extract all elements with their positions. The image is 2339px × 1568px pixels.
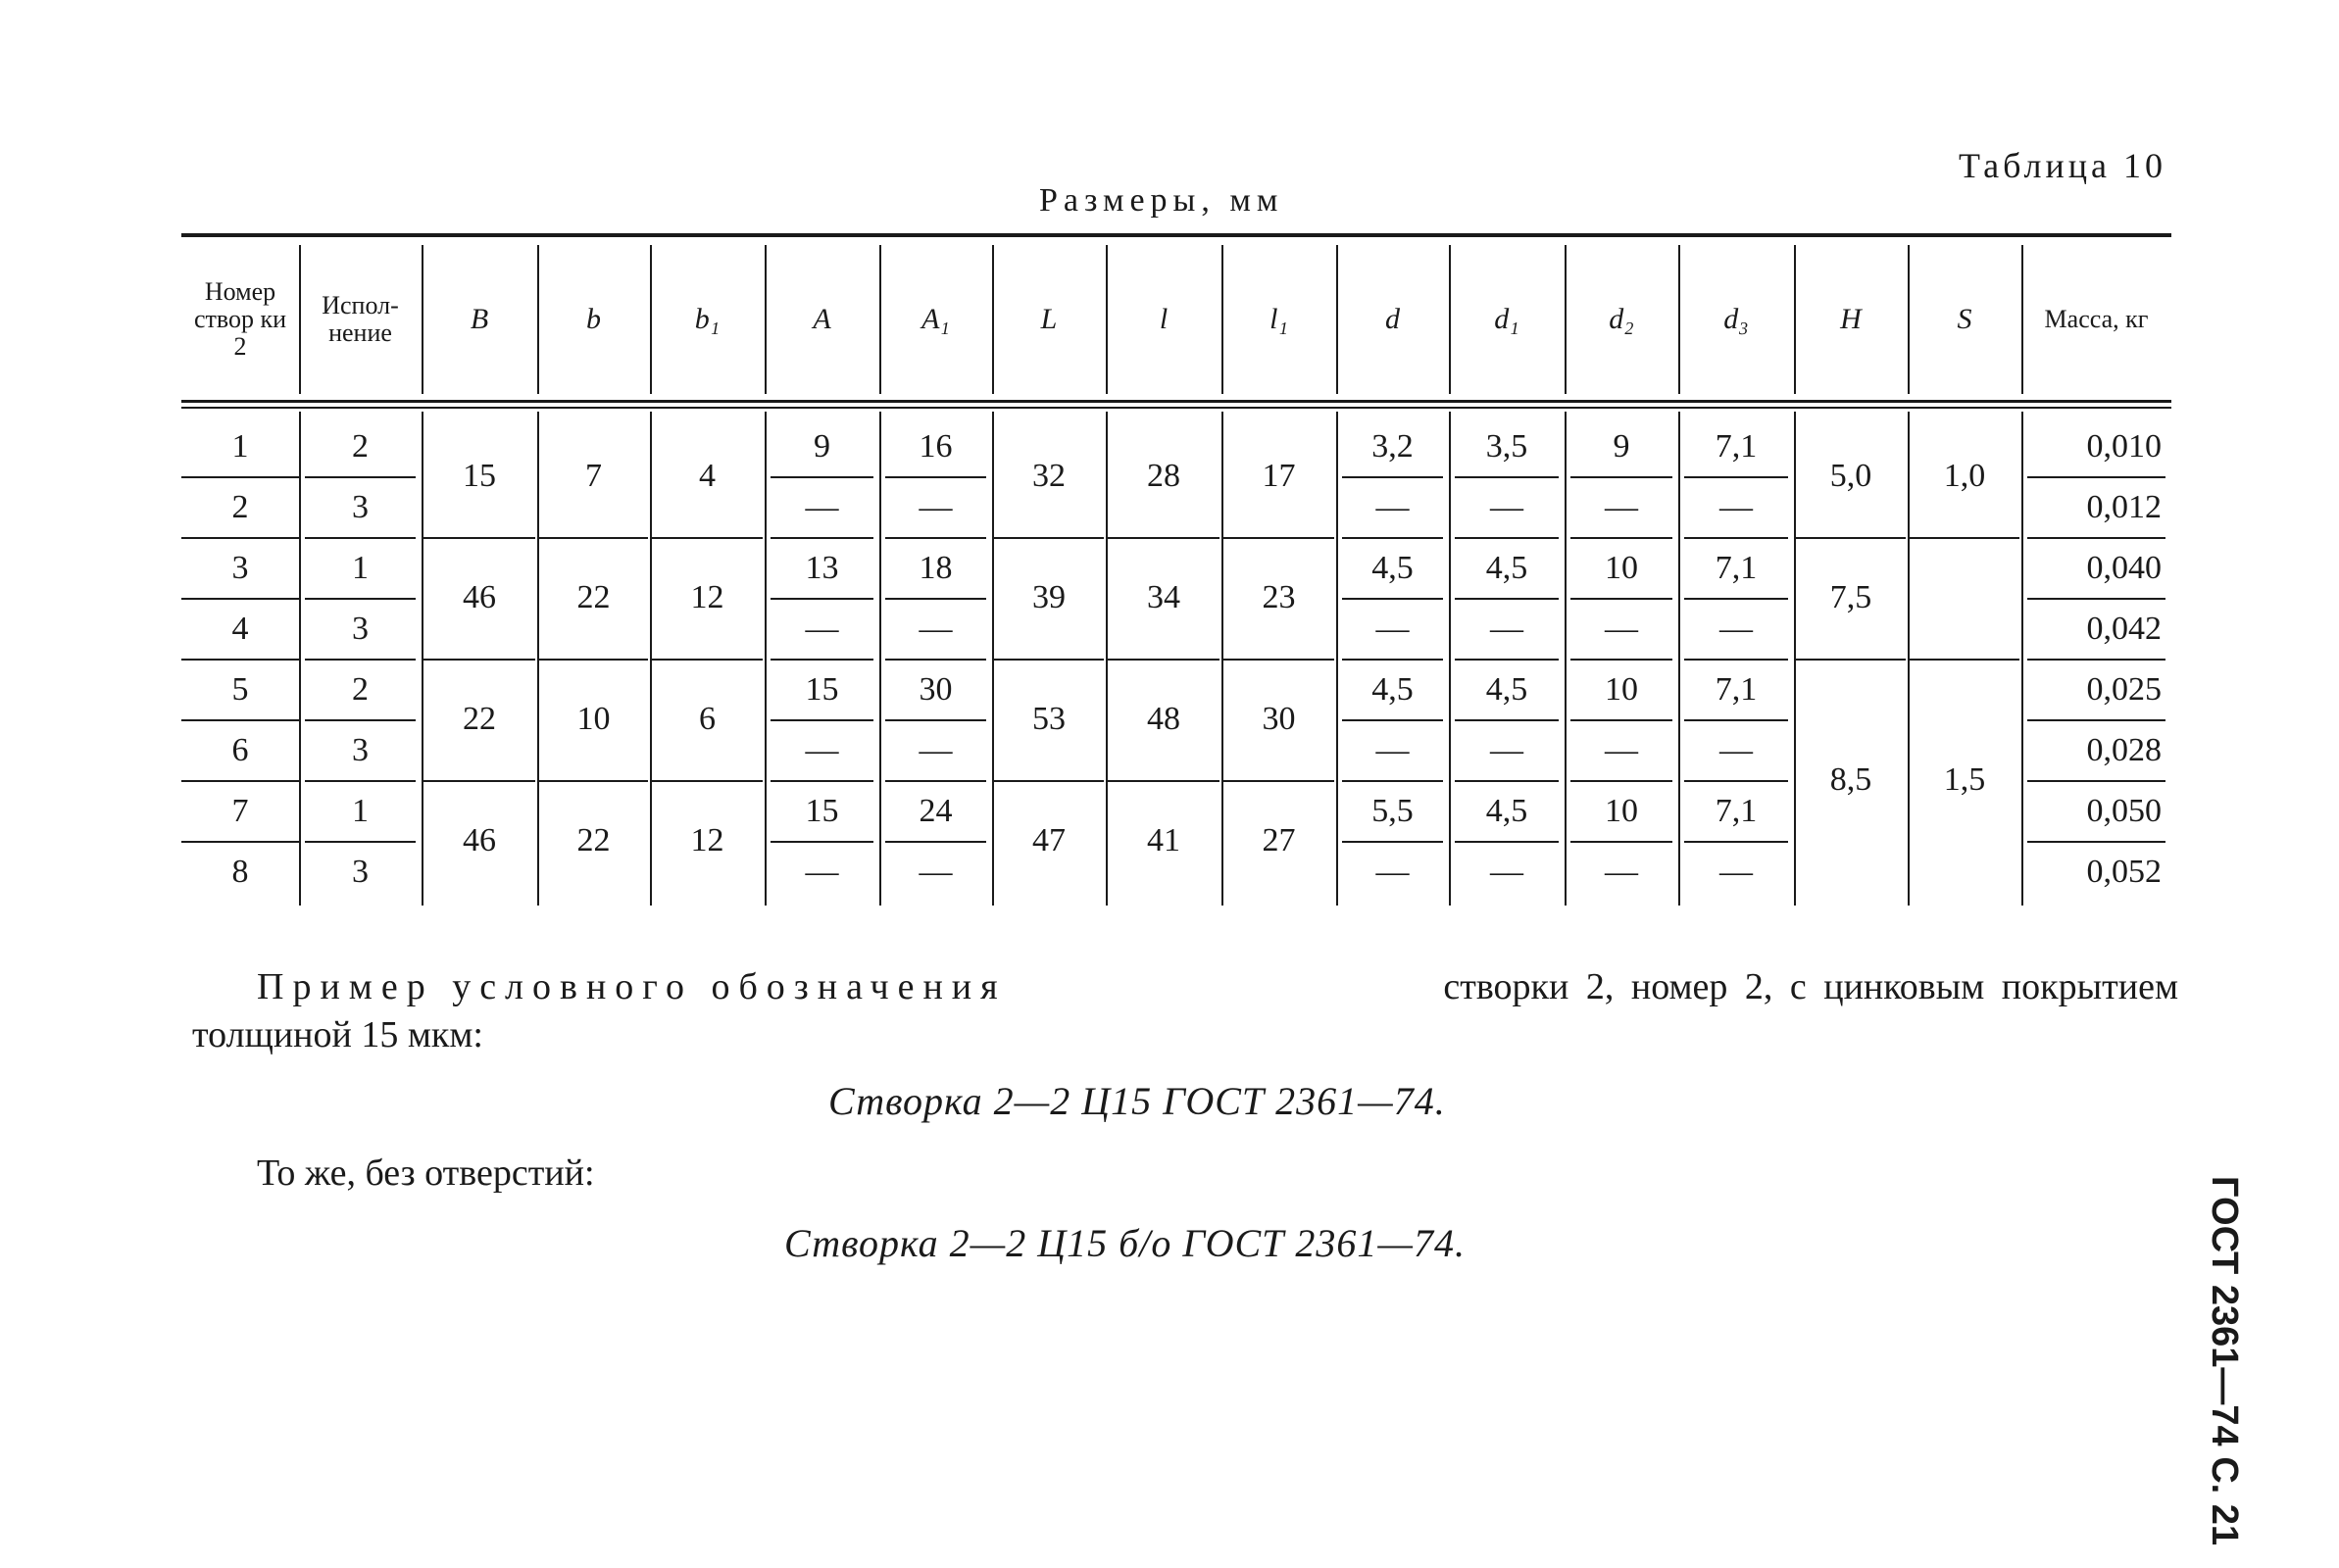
example-spaced-text: Пример условного обозначения	[257, 966, 1007, 1007]
cell-underline	[1796, 537, 1906, 539]
header-column-divider	[2021, 245, 2023, 394]
cell-underline	[305, 598, 416, 600]
example-line-2: толщиной 15 мкм:	[192, 1014, 483, 1055]
column-header: d₂	[1609, 303, 1634, 335]
row-ispolnenie-cell: 1	[352, 550, 369, 586]
header-rule-1	[181, 400, 2171, 403]
row-massa-cell: 0,042	[2086, 611, 2162, 647]
row-ispolnenie-cell: 3	[352, 854, 369, 890]
cell-underline	[885, 476, 986, 478]
row-d1-cell: —	[1490, 732, 1523, 768]
cell-underline	[994, 659, 1104, 661]
cell-underline	[771, 780, 873, 782]
row-d3-cell: 7,1	[1715, 550, 1758, 586]
cell-underline	[1455, 719, 1559, 721]
cell-underline	[1108, 780, 1219, 782]
row-ispolnenie-cell: 1	[352, 793, 369, 829]
row-A1-cell: 30	[919, 671, 953, 708]
row-d3-cell: —	[1719, 611, 1753, 647]
column-header: d₁	[1494, 303, 1519, 335]
header-column-divider	[650, 245, 652, 394]
row-d-cell: 5,5	[1371, 793, 1414, 829]
cell-underline	[771, 841, 873, 843]
row-nomer-cell: 7	[231, 793, 249, 829]
group-l-cell: 28	[1147, 458, 1180, 494]
cell-underline	[1108, 537, 1219, 539]
header-column-divider	[1565, 245, 1567, 394]
header-column-divider	[1794, 245, 1796, 394]
column-header: l₁	[1269, 303, 1288, 335]
cell-underline	[181, 537, 299, 539]
column-header: L	[1040, 303, 1058, 335]
header-rule-2	[181, 407, 2171, 409]
column-header: A	[813, 303, 831, 335]
row-A1-cell: —	[919, 611, 953, 647]
column-header: Номер створ ки 2	[193, 277, 287, 361]
cell-underline	[539, 780, 648, 782]
header-column-divider	[1106, 245, 1108, 394]
row-A-cell: —	[805, 489, 839, 525]
cell-underline	[1342, 780, 1443, 782]
gost-page-number: ГОСТ 2361—74 С. 21	[2204, 1176, 2245, 1546]
cell-underline	[994, 537, 1104, 539]
row-nomer-cell: 6	[231, 732, 249, 768]
row-massa-cell: 0,040	[2086, 550, 2162, 586]
designation-formula-2: Створка 2—2 Ц15 б/о ГОСТ 2361—74.	[784, 1221, 1466, 1265]
cell-underline	[1455, 537, 1559, 539]
cell-underline	[1684, 780, 1788, 782]
header-column-divider	[537, 245, 539, 394]
cell-underline	[885, 659, 986, 661]
column-header: d	[1385, 303, 1400, 335]
cell-underline	[771, 476, 873, 478]
row-d-cell: 4,5	[1371, 671, 1414, 708]
group-b-cell: 10	[576, 701, 611, 737]
header-column-divider	[1221, 245, 1223, 394]
cell-underline	[181, 841, 299, 843]
header-column-divider	[299, 245, 301, 394]
header-column-divider	[765, 245, 767, 394]
group-b1-cell: 12	[690, 579, 724, 615]
cell-underline	[1223, 659, 1334, 661]
row-d3-cell: 7,1	[1715, 793, 1758, 829]
cell-underline	[771, 598, 873, 600]
row-A-cell: 15	[805, 793, 839, 829]
row-A1-cell: —	[919, 732, 953, 768]
row-massa-cell: 0,025	[2086, 671, 2162, 708]
group-b-cell: 7	[585, 458, 602, 494]
cell-underline	[423, 659, 535, 661]
cell-underline	[305, 476, 416, 478]
row-d1-cell: —	[1490, 489, 1523, 525]
column-header: b₁	[694, 303, 721, 335]
group-l1-cell: 23	[1262, 579, 1296, 615]
h-cell: 5,0	[1829, 458, 1872, 494]
cell-underline	[181, 598, 299, 600]
cell-underline	[305, 659, 416, 661]
row-d-cell: 3,2	[1371, 428, 1414, 465]
row-A-cell: 15	[805, 671, 839, 708]
row-A1-cell: 16	[919, 428, 953, 465]
row-massa-cell: 0,012	[2086, 489, 2162, 525]
cell-underline	[1684, 659, 1788, 661]
cell-underline	[2027, 719, 2165, 721]
row-d3-cell: —	[1719, 489, 1753, 525]
column-header: d₃	[1723, 303, 1749, 335]
row-d2-cell: 10	[1605, 550, 1638, 586]
row-A-cell: 9	[814, 428, 830, 465]
cell-underline	[1342, 659, 1443, 661]
row-massa-cell: 0,050	[2086, 793, 2162, 829]
row-A-cell: —	[805, 732, 839, 768]
cell-underline	[885, 598, 986, 600]
row-A1-cell: —	[919, 854, 953, 890]
cell-underline	[1570, 780, 1672, 782]
row-massa-cell: 0,010	[2086, 428, 2162, 465]
cell-underline	[1684, 841, 1788, 843]
group-B-cell: 46	[463, 822, 496, 858]
group-l1-cell: 30	[1262, 701, 1296, 737]
cell-underline	[1455, 841, 1559, 843]
row-nomer-cell: 1	[231, 428, 249, 465]
column-header: B	[470, 303, 489, 335]
cell-underline	[1570, 659, 1672, 661]
row-ispolnenie-cell: 3	[352, 732, 369, 768]
group-L-cell: 53	[1032, 701, 1066, 737]
cell-underline	[994, 780, 1104, 782]
header-column-divider	[879, 245, 881, 394]
row-d2-cell: —	[1605, 854, 1638, 890]
cell-underline	[1570, 537, 1672, 539]
row-nomer-cell: 3	[231, 550, 249, 586]
cell-underline	[2027, 537, 2165, 539]
row-nomer-cell: 5	[231, 671, 249, 708]
row-d-cell: —	[1375, 489, 1410, 525]
cell-underline	[539, 537, 648, 539]
group-B-cell: 15	[463, 458, 496, 494]
cell-underline	[181, 476, 299, 478]
column-header: A₁	[921, 303, 950, 335]
designation-formula-1: Створка 2—2 Ц15 ГОСТ 2361—74.	[828, 1079, 1446, 1123]
row-d-cell: —	[1375, 732, 1410, 768]
row-nomer-cell: 4	[231, 611, 249, 647]
group-l1-cell: 27	[1262, 822, 1296, 858]
group-b1-cell: 4	[699, 458, 716, 494]
cell-underline	[1455, 476, 1559, 478]
group-l-cell: 41	[1147, 822, 1180, 858]
cell-underline	[771, 537, 873, 539]
row-ispolnenie-cell: 2	[352, 428, 369, 465]
cell-underline	[2027, 476, 2165, 478]
row-d3-cell: 7,1	[1715, 671, 1758, 708]
table-label: Таблица 10	[1959, 146, 2166, 185]
cell-underline	[2027, 659, 2165, 661]
cell-underline	[1570, 841, 1672, 843]
cell-underline	[1223, 780, 1334, 782]
cell-underline	[771, 659, 873, 661]
cell-underline	[652, 537, 763, 539]
cell-underline	[181, 780, 299, 782]
group-B-cell: 22	[463, 701, 496, 737]
h-cell: 8,5	[1829, 761, 1872, 798]
row-d1-cell: —	[1490, 611, 1523, 647]
cell-underline	[2027, 841, 2165, 843]
row-d2-cell: 9	[1613, 428, 1630, 465]
example-rest-text: створки 2, номер 2, с цинковым покрытием	[1443, 966, 2178, 1007]
cell-underline	[305, 780, 416, 782]
dims-label: Размеры, мм	[1039, 182, 1284, 219]
cell-underline	[652, 780, 763, 782]
group-b1-cell: 12	[690, 822, 724, 858]
cell-underline	[1570, 719, 1672, 721]
column-header: Испол- нение	[322, 291, 399, 347]
row-A-cell: 13	[805, 550, 839, 586]
row-massa-cell: 0,028	[2086, 732, 2162, 768]
cell-underline	[885, 780, 986, 782]
column-header: Масса, кг	[2044, 305, 2149, 333]
h-cell: 7,5	[1829, 579, 1872, 615]
cell-underline	[1455, 598, 1559, 600]
table-top-rule	[181, 233, 2171, 237]
cell-underline	[1910, 659, 2019, 661]
cell-underline	[305, 537, 416, 539]
row-d-cell: —	[1375, 611, 1410, 647]
group-l-cell: 34	[1147, 579, 1180, 615]
column-header: S	[1957, 303, 1972, 335]
row-ispolnenie-cell: 3	[352, 489, 369, 525]
cell-underline	[181, 719, 299, 721]
cell-underline	[181, 659, 299, 661]
group-b-cell: 22	[576, 579, 611, 615]
header-column-divider	[1336, 245, 1338, 394]
row-d-cell: 4,5	[1371, 550, 1414, 586]
cell-underline	[1684, 476, 1788, 478]
cell-underline	[1223, 537, 1334, 539]
header-column-divider	[1908, 245, 1910, 394]
cell-underline	[2027, 598, 2165, 600]
row-d2-cell: 10	[1605, 671, 1638, 708]
row-d1-cell: 3,5	[1485, 428, 1528, 465]
group-L-cell: 32	[1032, 458, 1066, 494]
header-column-divider	[1449, 245, 1451, 394]
cell-underline	[305, 719, 416, 721]
row-ispolnenie-cell: 3	[352, 611, 369, 647]
row-d3-cell: —	[1719, 854, 1753, 890]
row-d2-cell: —	[1605, 611, 1638, 647]
cell-underline	[1342, 476, 1443, 478]
cell-underline	[1455, 659, 1559, 661]
header-column-divider	[1678, 245, 1680, 394]
cell-underline	[423, 780, 535, 782]
cell-underline	[1342, 598, 1443, 600]
cell-underline	[1570, 598, 1672, 600]
group-l-cell: 48	[1147, 701, 1180, 737]
s-cell: 1,0	[1943, 458, 1986, 494]
row-d3-cell: —	[1719, 732, 1753, 768]
s-cell: 1,5	[1943, 761, 1986, 798]
row-d3-cell: 7,1	[1715, 428, 1758, 465]
cell-underline	[1570, 476, 1672, 478]
cell-underline	[1342, 719, 1443, 721]
row-d1-cell: 4,5	[1485, 550, 1528, 586]
row-A1-cell: —	[919, 489, 953, 525]
row-A1-cell: 18	[919, 550, 953, 586]
group-L-cell: 39	[1032, 579, 1066, 615]
cell-underline	[1684, 598, 1788, 600]
header-column-divider	[422, 245, 423, 394]
group-B-cell: 46	[463, 579, 496, 615]
cell-underline	[1108, 659, 1219, 661]
cell-underline	[1455, 780, 1559, 782]
row-massa-cell: 0,052	[2086, 854, 2162, 890]
row-d2-cell: 10	[1605, 793, 1638, 829]
cell-underline	[305, 841, 416, 843]
row-ispolnenie-cell: 2	[352, 671, 369, 708]
row-d1-cell: 4,5	[1485, 671, 1528, 708]
cell-underline	[1796, 659, 1906, 661]
column-header: H	[1840, 303, 1862, 335]
row-d1-cell: —	[1490, 854, 1523, 890]
row-A-cell: —	[805, 854, 839, 890]
column-header: b	[586, 303, 601, 335]
same-without-holes-text: То же, без отверстий:	[257, 1152, 595, 1194]
group-L-cell: 47	[1032, 822, 1066, 858]
group-b-cell: 22	[576, 822, 611, 858]
cell-underline	[2027, 780, 2165, 782]
cell-underline	[539, 659, 648, 661]
cell-underline	[1684, 719, 1788, 721]
row-d1-cell: 4,5	[1485, 793, 1528, 829]
cell-underline	[652, 659, 763, 661]
cell-underline	[1910, 537, 2019, 539]
group-l1-cell: 17	[1262, 458, 1296, 494]
row-d-cell: —	[1375, 854, 1410, 890]
row-nomer-cell: 8	[231, 854, 249, 890]
row-nomer-cell: 2	[231, 489, 249, 525]
cell-underline	[885, 841, 986, 843]
column-header: l	[1159, 303, 1169, 335]
group-b1-cell: 6	[699, 701, 716, 737]
cell-underline	[885, 537, 986, 539]
cell-underline	[1684, 537, 1788, 539]
cell-underline	[423, 537, 535, 539]
row-d2-cell: —	[1605, 489, 1638, 525]
row-d2-cell: —	[1605, 732, 1638, 768]
row-A-cell: —	[805, 611, 839, 647]
row-A1-cell: 24	[919, 793, 953, 829]
cell-underline	[771, 719, 873, 721]
example-line-1	[257, 965, 2178, 1008]
cell-underline	[1342, 841, 1443, 843]
cell-underline	[1342, 537, 1443, 539]
header-column-divider	[992, 245, 994, 394]
cell-underline	[885, 719, 986, 721]
